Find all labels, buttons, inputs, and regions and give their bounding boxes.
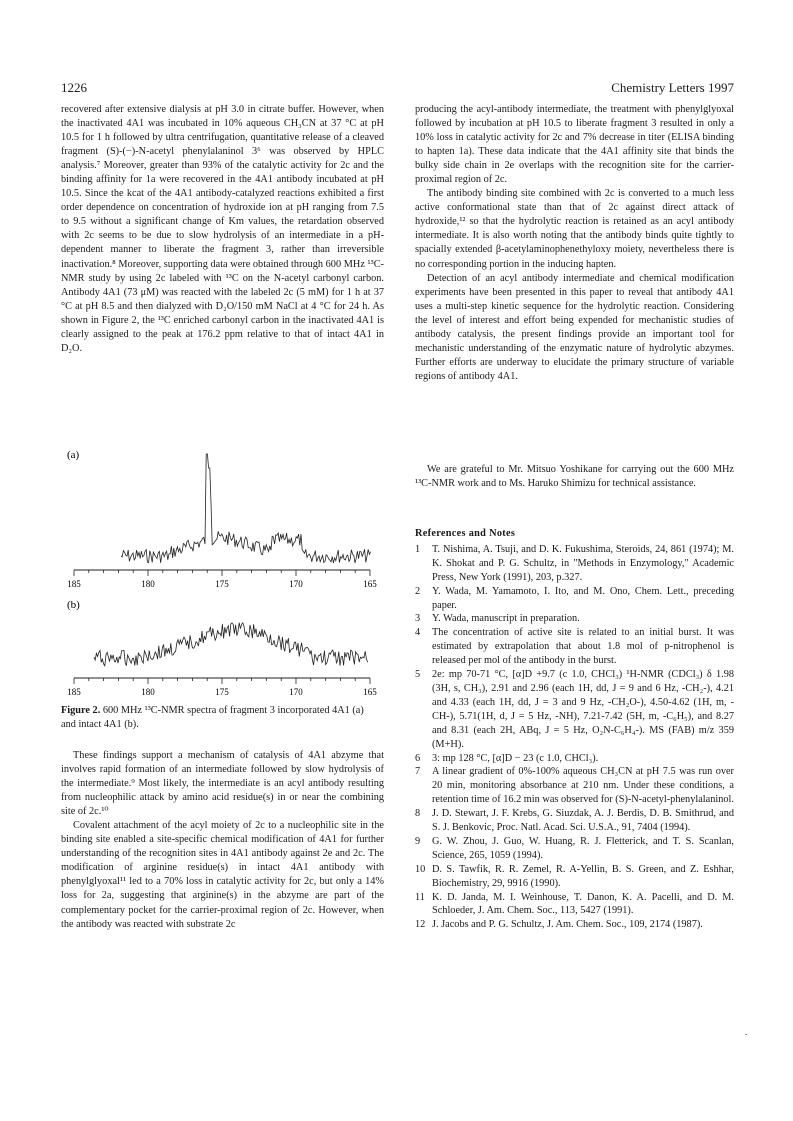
axis-a xyxy=(67,570,377,589)
journal-title: Chemistry Letters 1997 xyxy=(611,80,734,95)
reference-text: J. D. Stewart, J. F. Krebs, G. Siuzdak, A. J. Berdis, D. B. Smithrud, and S. J. Benkovic, Proc. Natl. Acad. Sci. U.S.A., 91, 7404 (1994). xyxy=(432,808,734,834)
spectrum-b-trace xyxy=(94,623,368,666)
reference-item xyxy=(415,585,734,613)
caption-text: 600 MHz ¹³C-NMR spectra of fragment 3 incorporated 4A1 (a) and intact 4A1 (b). xyxy=(61,705,364,730)
references-section xyxy=(415,517,734,932)
figure-caption xyxy=(61,704,381,732)
axis-tick-label: 165 xyxy=(363,579,377,589)
axis-tick-label: 175 xyxy=(215,687,229,697)
spectrum-b-svg xyxy=(61,596,381,701)
reference-item xyxy=(415,543,734,585)
axis-b xyxy=(67,678,377,697)
reference-item xyxy=(415,918,734,932)
reference-item xyxy=(415,612,734,626)
reference-text: Y. Wada, M. Yamamoto, I. Ito, and M. Ono, Chem. Lett., preceding paper. xyxy=(432,585,734,611)
reference-text: 3: mp 128 °C, [α]D − 23 (c 1.0, CHCl₃). xyxy=(432,752,599,764)
reference-item xyxy=(415,863,734,891)
reference-item xyxy=(415,765,734,807)
reference-number: 7 xyxy=(415,766,421,778)
references-list xyxy=(415,543,734,932)
reference-text: G. W. Zhou, J. Guo, W. Huang, R. J. Fletterick, and T. S. Scanlan, Science, 265, 1059 (1994). xyxy=(432,835,734,861)
axis-tick-label: 185 xyxy=(67,579,81,589)
references-title: References and Notes xyxy=(415,528,516,539)
reference-number: 11 xyxy=(415,891,425,903)
reference-item xyxy=(415,891,734,919)
reference-number: 8 xyxy=(415,808,421,820)
spectrum-panel-b xyxy=(61,596,381,701)
axis-tick-label: 180 xyxy=(141,579,155,589)
caption-label: Figure 2. xyxy=(61,705,101,716)
axis-tick-label: 180 xyxy=(141,687,155,697)
axis-tick-label: 185 xyxy=(67,687,81,697)
body-paragraph: producing the acyl-antibody intermediate, the treatment with phenylglyoxal followed by incubation at pH 10.5 to liberate fragment 3 resulted in only a 10% loss in catalytic activity for 2c and 7% decrease in titer (ELISA binding to hapten 1a). These data indicate that the 4A1 affinity site that binds the bulky side chain in 2e overlaps with the recognition site for the carrier-proximal region of 2c. xyxy=(415,104,734,186)
reference-number: 4 xyxy=(415,627,421,639)
reference-item xyxy=(415,752,734,766)
reference-number: 5 xyxy=(415,669,421,681)
reference-text: K. D. Janda, M. I. Weinhouse, T. Danon, K. A. Pacelli, and D. M. Schloeder, J. Am. Chem. Soc., 113, 5427 (1991). xyxy=(432,891,734,917)
body-paragraph: These findings support a mechanism of catalysis of 4A1 abzyme that involves rapid formation of an intermediate followed by slow hydrolysis of the intermediate.⁹ Most likely, the intermediate is an acyl antibody resulting from nucleophilic attack by amino acid residue(s) in or near the combining site of 2c.¹⁰ xyxy=(61,750,384,818)
reference-item xyxy=(415,668,734,751)
reference-number: 9 xyxy=(415,835,421,847)
body-paragraph: Covalent attachment of the acyl moiety of 2c to a nucleophilic site in the binding site enabled a site-specific chemical modification of 4A1 for further understanding of the recognition sites in 4A1 antibody against 2e and 2c. The modification of arginine residue(s) in intact 4A1 antibody with phenylglyoxal¹¹ led to a 70% loss in catalytic activity for 2c, but only a 14% loss for 2a, suggesting that arginine(s) in the abzyme are part of the complementary pocket for the carrier-proximal region of 2c. However, when the antibody was reacted with substrate 2c xyxy=(61,820,384,930)
reference-item xyxy=(415,807,734,835)
reference-number: 2 xyxy=(415,585,421,597)
reference-number: 3 xyxy=(415,613,421,625)
body-paragraph: Detection of an acyl antibody intermediate and chemical modification experiments have been presented in this paper to reveal that antibody 4A1 uses a multi-step kinetic sequence for the hydrolytic reaction. Considering the level of interest and effort being expended for mechanistic studies of antibody catalysis, the present findings provide an important tool for mechanistic understanding of the enzymatic nature of hydrolytic abzymes. Further efforts are underway to elucidate the primary structure of variable regions of antibody 4A1. xyxy=(415,272,734,382)
body-paragraph: recovered after extensive dialysis at pH 3.0 in citrate buffer. However, when the inactivated 4A1 was incubated in 10% aqueous CH₃CN at 37 °C at pH 10.5 for 1 h followed by ultra centrifugation, quantitative release of a cleaved fragment (S)-(−)-N-acetyl phenylalaninol 3⁶ was observed by HPLC analysis.⁷ Moreover, greater than 93% of the catalytic activity for 2c and the binding affinity for 1a were recovered in the 4A1 antibody incubated at pH 10.5. Since the kcat of the 4A1 antibody-catalyzed reactions exhibited a first order dependence on concentration of hydroxide ion at pH ranging from 7.5 to 9.5 without a significant change of Km values, the retardation observed with 2c seems to be due to slow hydrolysis of an intermediate in a pH-dependent manner to liberate the fragment 3, rather than irreversible inactivation.⁸ Moreover, supporting data were obtained through 600 MHz ¹³C-NMR study by using 2c labeled with ¹³C on the N-acetyl carbonyl carbon. Antibody 4A1 (73 μM) was reacted with the labeled 2c (5 mM) for 1 h at 37 °C at pH 8.5 and then dialyzed with D₂O/150 mM NaCl at 4 °C for 24 h. As shown in Figure 2, the ¹³C enriched carbonyl carbon in the inactivated 4A1 is clearly assigned to the peak at 176.2 ppm relative to that of intact 4A1 in D₂O. xyxy=(61,104,384,354)
axis-tick-label: 165 xyxy=(363,687,377,697)
panel-a-label: (a) xyxy=(67,449,80,461)
reference-item xyxy=(415,835,734,863)
reference-number: 1 xyxy=(415,543,421,555)
axis-tick-label: 170 xyxy=(289,579,303,589)
axis-tick-label: 175 xyxy=(215,579,229,589)
reference-number: 12 xyxy=(415,919,426,931)
reference-text: A linear gradient of 0%-100% aqueous CH₃CN at pH 7.5 was run over 20 min, monitoring absorbance at 210 nm. Under these conditions, a retention time of 16.2 min was observed for (S)-N-acetyl-phenylalaninol. xyxy=(432,766,734,806)
axis-tick-label: 170 xyxy=(289,687,303,697)
body-paragraph: The antibody binding site combined with 2c is converted to a much less active conformational state than that of 2c against direct attack of hydroxide,¹² so that the hydrolytic reaction is retained as an acyl antibody intermediate. It is also worth noting that the antibody binds quite tightly to spacially extended β-acetylaminophenethyloxy moiety, nevertheless there is no corresponding portion in the inducing hapten. xyxy=(415,188,734,270)
right-column-text xyxy=(415,103,734,384)
page-number: 1226 xyxy=(61,80,87,95)
spectrum-a-trace xyxy=(121,454,371,563)
reference-text: T. Nishima, A. Tsuji, and D. K. Fukushima, Steroids, 24, 861 (1974); M. K. Shokat and P. G. Schultz, in "Methods in Enzymology," Academic Press, New York (1991), 203, p.327. xyxy=(432,543,734,583)
spectrum-panel-a xyxy=(61,448,381,593)
spectrum-a-svg xyxy=(61,448,381,593)
reference-text: Y. Wada, manuscript in preparation. xyxy=(432,613,580,625)
left-column-top xyxy=(61,103,384,356)
reference-number: 6 xyxy=(415,752,421,764)
reference-text: The concentration of active site is related to an initial burst. It was estimated by extrapolation that about 1.8 mol of p-nitrophenol is released per mol of the antibody in the burst. xyxy=(432,627,734,667)
reference-text: J. Jacobs and P. G. Schultz, J. Am. Chem. Soc., 109, 2174 (1987). xyxy=(432,919,703,931)
reference-number: 10 xyxy=(415,863,426,875)
acknowledgment: We are grateful to Mr. Mitsuo Yoshikane for carrying out the 600 MHz ¹³C-NMR work and to Ms. Haruko Shimizu for technical assistance. xyxy=(415,464,734,490)
reference-text: 2e: mp 70-71 °C, [α]D +9.7 (c 1.0, CHCl₃) ¹H-NMR (CDCl₃) δ 1.98 (3H, s, CH₃), 2.91 and 2.96 (each 1H, dd, J = 9 and 6 Hz, -CH₂-), 4.21 and 4.33 (each 1H, dd, J = 3 and 9 Hz, -CH₂O-), 4.50-4.62 (1H, m, -CH-), 5.71(1H, d, J = 5 Hz, -NH), 7.21-7.42 (5H, m, -C₆H₅), and 8.27 and 8.31 (each 2H, ABq, J = 5 Hz, O₂N-C₆H₄-). MS (FAB) m/z 359 (M+H). xyxy=(432,669,734,750)
panel-b-label: (b) xyxy=(67,599,80,611)
reference-text: D. S. Tawfik, R. R. Zemel, R. A-Yellin, B. S. Green, and Z. Eshhar, Biochemistry, 29, 9916 (1990). xyxy=(432,863,734,889)
left-column-bottom xyxy=(61,749,384,932)
reference-item xyxy=(415,626,734,668)
page-mark: . xyxy=(745,1027,748,1037)
